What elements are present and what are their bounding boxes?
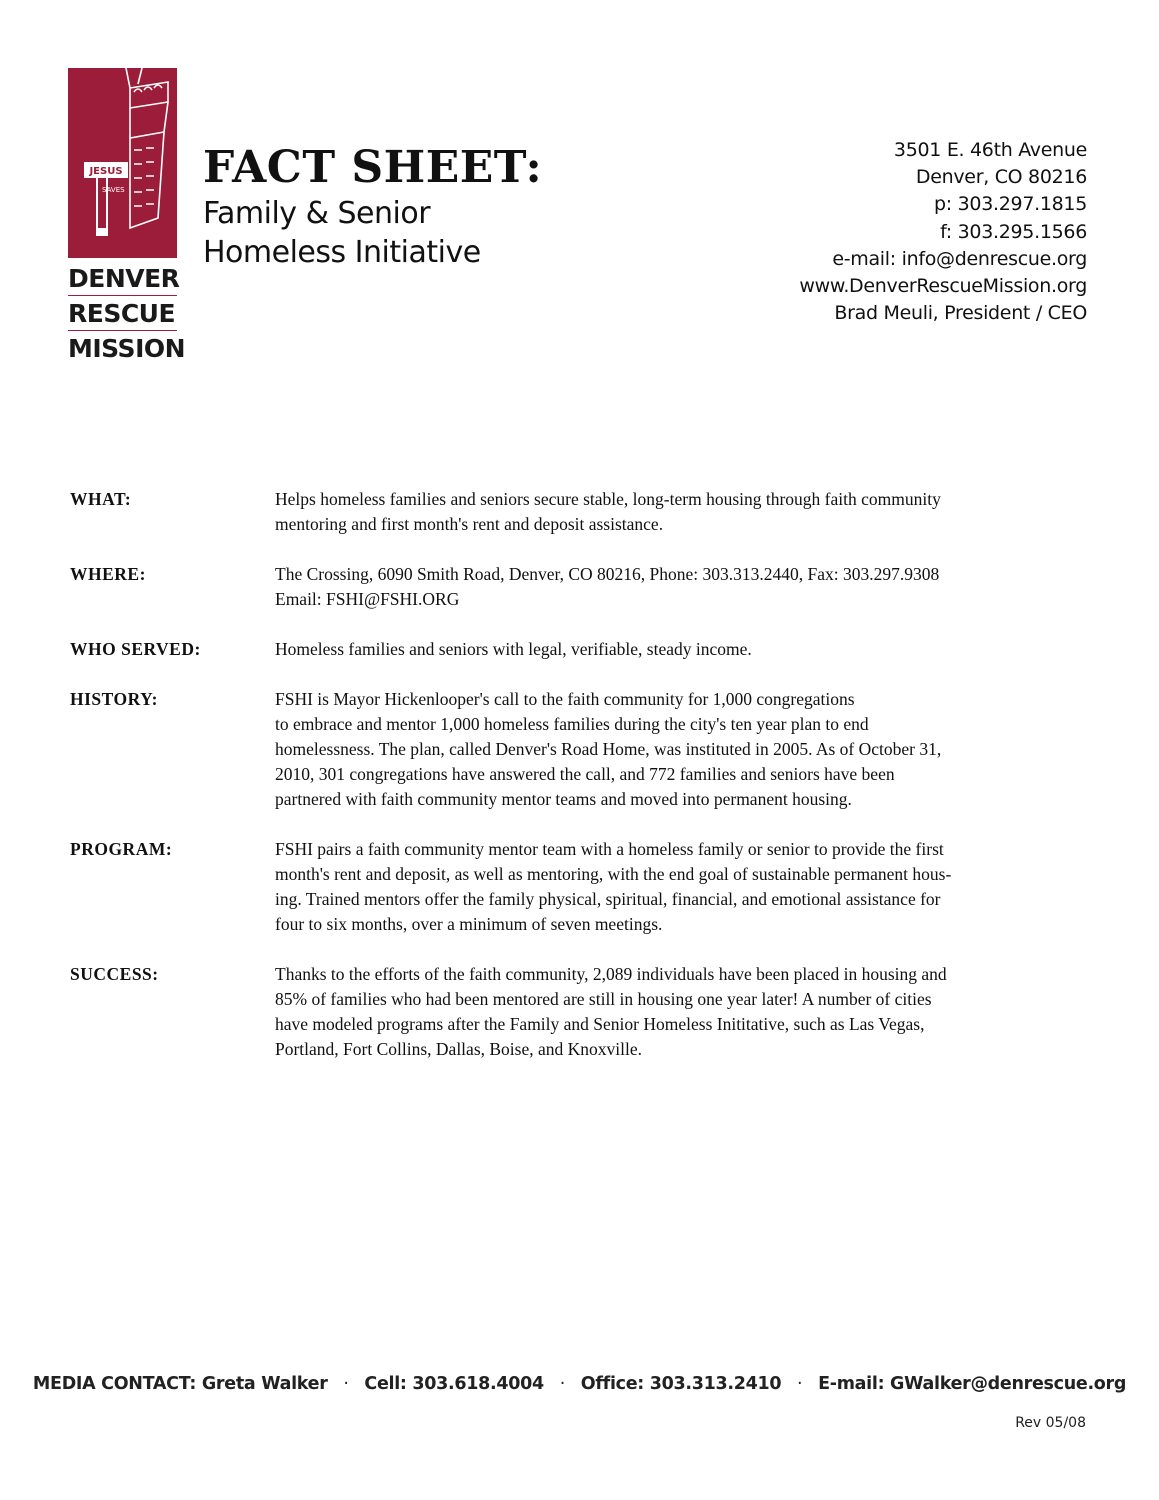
contact-email: e-mail: info@denrescue.org xyxy=(832,247,1087,270)
contact-address: 3501 E. 46th Avenue xyxy=(893,139,1087,161)
fact-row-program xyxy=(70,837,1090,937)
fact-text xyxy=(275,637,1090,662)
contact-block xyxy=(799,137,1087,327)
fact-line: 2010, 301 congregations have answered the call, and 772 families and seniors have been xyxy=(275,764,895,784)
fact-line: four to six months, over a minimum of seven meetings. xyxy=(275,914,663,934)
subtitle-line-1: Family & Senior xyxy=(203,196,431,231)
fact-text xyxy=(275,962,1090,1062)
denver-rescue-mission-logo xyxy=(68,68,186,368)
contact-website: www.DenverRescueMission.org xyxy=(799,275,1087,298)
fact-text xyxy=(275,687,1090,812)
contact-city: Denver, CO 80216 xyxy=(915,166,1087,189)
fact-label: WHERE: xyxy=(70,564,146,584)
sign-text-jesus: JESUS xyxy=(89,166,123,177)
fact-line: to embrace and mentor 1,000 homeless families during the city's ten year plan to end xyxy=(275,714,869,734)
fact-row-who-served xyxy=(70,637,1090,662)
contact-president: Brad Meuli, President / CEO xyxy=(834,302,1087,325)
fact-row-history xyxy=(70,687,1090,812)
fact-line: Portland, Fort Collins, Dallas, Boise, and Knoxville. xyxy=(275,1039,642,1059)
media-contact-office: Office: 303.313.2410 xyxy=(580,1374,782,1394)
fact-line: FSHI is Mayor Hickenlooper's call to the faith community for 1,000 congregations xyxy=(275,689,855,709)
fact-line: homelessness. The plan, called Denver's Road Home, was instituted in 2005. As of October 31, xyxy=(275,739,942,759)
fact-line: 85% of families who had been mentored are still in housing one year later! A number of cities xyxy=(275,989,932,1009)
fact-line: partnered with faith community mentor teams and moved into permanent housing. xyxy=(275,789,852,809)
footer-separator: · xyxy=(343,1374,349,1394)
building-sign-illustration xyxy=(68,68,177,258)
fact-line: month's rent and deposit, as well as mentoring, with the end goal of sustainable permanent hous- xyxy=(275,864,952,884)
fact-sheet-subtitle xyxy=(203,194,481,272)
contact-phone: p: 303.297.1815 xyxy=(934,193,1087,216)
fact-sheet-title: FACT SHEET: xyxy=(203,142,543,193)
facts-section xyxy=(70,487,1090,1087)
fact-text xyxy=(275,837,1090,937)
footer-separator: · xyxy=(797,1374,803,1394)
subtitle-line-2: Homeless Initiative xyxy=(203,235,481,270)
fact-line: mentoring and first month's rent and deposit assistance. xyxy=(275,514,664,534)
fact-label: PROGRAM: xyxy=(70,839,173,859)
fact-label: WHAT: xyxy=(70,489,132,509)
revision-date: Rev 05/08 xyxy=(1015,1415,1086,1431)
fact-label: WHO SERVED: xyxy=(70,639,201,659)
fact-row-where xyxy=(70,562,1090,612)
fact-text xyxy=(275,487,1090,537)
fact-line: Helps homeless families and seniors secure stable, long-term housing through faith community xyxy=(275,489,941,509)
fact-line: FSHI pairs a faith community mentor team with a homeless family or senior to provide the first xyxy=(275,839,944,859)
fact-label: HISTORY: xyxy=(70,689,159,709)
fact-line: The Crossing, 6090 Smith Road, Denver, CO 80216, Phone: 303.313.2440, Fax: 303.297.9308 xyxy=(275,564,940,584)
media-contact-cell: Cell: 303.618.4004 xyxy=(364,1374,544,1394)
media-contact-footer xyxy=(0,1374,1159,1394)
footer-separator: · xyxy=(559,1374,565,1394)
logo-word-rescue: RESCUE xyxy=(68,299,177,331)
media-contact-email: E-mail: GWalker@denrescue.org xyxy=(818,1374,1127,1394)
fact-line: Email: FSHI@FSHI.ORG xyxy=(275,589,460,609)
fact-line: ing. Trained mentors offer the family physical, spiritual, financial, and emotional assistance for xyxy=(275,889,941,909)
fact-row-what xyxy=(70,487,1090,537)
logo-emblem xyxy=(68,68,177,258)
media-contact-name: MEDIA CONTACT: Greta Walker xyxy=(32,1374,328,1394)
fact-line: have modeled programs after the Family and Senior Homeless Inititative, such as Las Vegas, xyxy=(275,1014,925,1034)
logo-word-mission: MISSION xyxy=(68,334,186,363)
fact-line: Thanks to the efforts of the faith community, 2,089 individuals have been placed in housing and xyxy=(275,964,947,984)
contact-fax: f: 303.295.1566 xyxy=(940,220,1087,243)
fact-row-success xyxy=(70,962,1090,1062)
fact-label: SUCCESS: xyxy=(70,964,159,984)
sign-text-saves: SAVES xyxy=(102,186,125,194)
logo-wordmark xyxy=(68,264,186,365)
fact-text xyxy=(275,562,1090,612)
logo-word-denver: DENVER xyxy=(68,264,177,296)
fact-line: Homeless families and seniors with legal, verifiable, steady income. xyxy=(275,639,752,659)
